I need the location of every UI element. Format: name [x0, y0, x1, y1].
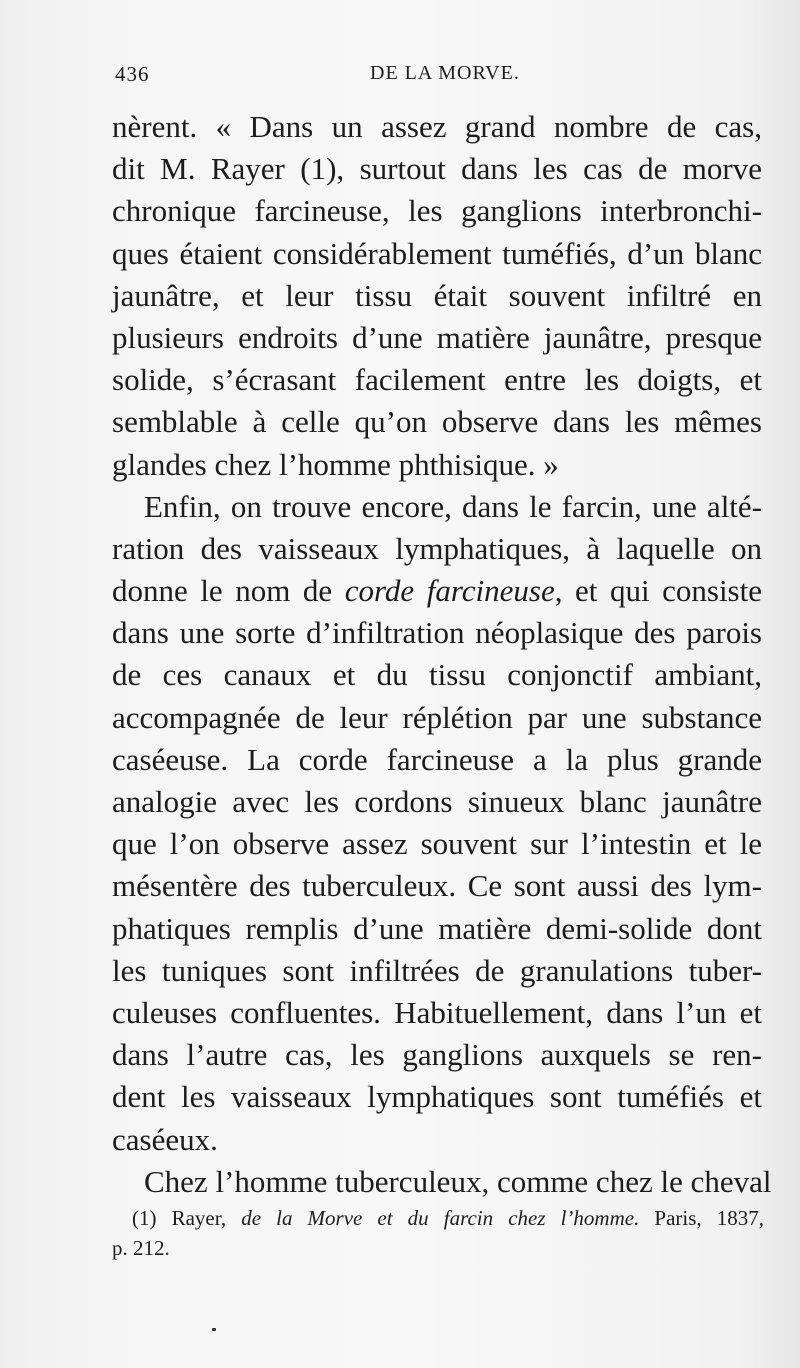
text-line: [112, 275, 762, 317]
text-segment: semblable à celle qu’on observe dans les mêmes: [112, 404, 762, 440]
text-line: [112, 486, 762, 528]
text-line: [112, 865, 762, 907]
footnote-line-1: [112, 1203, 764, 1233]
text-segment: de ces canaux et du tissu conjonctif ambiant,: [112, 657, 762, 693]
text-segment: mésentère des tuberculeux. Ce sont aussi des lym-: [112, 868, 762, 904]
text-line: [112, 781, 762, 823]
text-segment: dans l’autre cas, les ganglions auxquels se ren-: [112, 1037, 762, 1073]
text-segment: ques étaient considérablement tuméfiés, d’un blanc: [112, 235, 762, 271]
text-line: [112, 908, 762, 950]
text-line: [112, 401, 762, 443]
text-segment: dans une sorte d’infiltration néoplasique des parois: [112, 615, 762, 651]
text-segment: dit M. Rayer (1), surtout dans les cas de morve: [112, 151, 762, 187]
text-segment: culeuses confluentes. Habituellement, dans l’un et: [112, 994, 762, 1030]
text-line: [112, 654, 762, 696]
text-segment: , et qui consiste: [554, 573, 762, 609]
text-segment: que l’on observe assez souvent sur l’intestin et le: [112, 826, 762, 862]
page-number: 436: [115, 62, 150, 86]
text-segment: ration des vaisseaux lymphatiques, à laquelle on: [112, 530, 762, 566]
text-line: [112, 697, 762, 739]
text-line: [112, 950, 762, 992]
text-segment: chronique farcineuse, les ganglions interbronchi-: [112, 193, 762, 229]
text-segment: les tuniques sont infiltrées de granulations tuber-: [112, 952, 762, 988]
text-line: [112, 106, 762, 148]
text-line: [112, 444, 762, 486]
footnote-segment: Paris, 1837,: [639, 1206, 764, 1230]
text-segment: caséeuse. La corde farcineuse a la plus grande: [112, 741, 762, 777]
text-segment: solide, s’écrasant facilement entre les doigts, et: [112, 362, 762, 398]
text-line: [112, 992, 762, 1034]
page-header: [115, 62, 765, 92]
body-text: [112, 106, 772, 1203]
text-segment: donne le nom de: [112, 573, 345, 609]
text-line: [112, 739, 762, 781]
text-line: [112, 612, 762, 654]
text-segment: Chez l’homme tuberculeux, comme chez le cheval: [144, 1163, 772, 1199]
footnote-segment: (1) Rayer,: [132, 1206, 242, 1230]
text-segment: phatiques remplis d’une matière demi-solide dont: [112, 910, 762, 946]
text-line: [112, 1161, 772, 1203]
text-segment: dent les vaisseaux lymphatiques sont tuméfiés et: [112, 1079, 762, 1115]
text-segment: jaunâtre, et leur tissu était souvent infiltré en: [112, 277, 762, 313]
text-segment: nèrent. « Dans un assez grand nombre de cas,: [112, 109, 762, 144]
text-segment: glandes chez l’homme phthisique. »: [112, 446, 559, 482]
text-line: [112, 148, 762, 190]
text-line: [112, 359, 762, 401]
text-line: [112, 528, 762, 570]
text-segment: caséeux.: [112, 1121, 218, 1157]
text-line: [112, 1119, 762, 1161]
text-line: [112, 1034, 762, 1076]
text-segment: Enfin, on trouve encore, dans le farcin, une alté-: [144, 488, 762, 524]
footnote-line-2: p. 212.: [112, 1236, 170, 1260]
text-line: [112, 317, 762, 359]
ink-speck: [212, 1328, 216, 1331]
text-line: [112, 570, 762, 612]
text-line: [112, 823, 762, 865]
footnote: [112, 1203, 764, 1263]
text-line: [112, 1076, 762, 1118]
text-line: [112, 233, 762, 275]
text-segment: plusieurs endroits d’une matière jaunâtre, presque: [112, 319, 762, 355]
running-title: DE LA MORVE.: [370, 62, 520, 84]
italic-phrase: corde farcineuse: [344, 573, 555, 609]
text-line: [112, 190, 762, 232]
text-segment: analogie avec les cordons sinueux blanc jaunâtre: [112, 784, 762, 819]
text-segment: accompagnée de leur réplétion par une substance: [112, 699, 762, 735]
footnote-title: de la Morve et du farcin chez l’homme.: [241, 1206, 640, 1230]
